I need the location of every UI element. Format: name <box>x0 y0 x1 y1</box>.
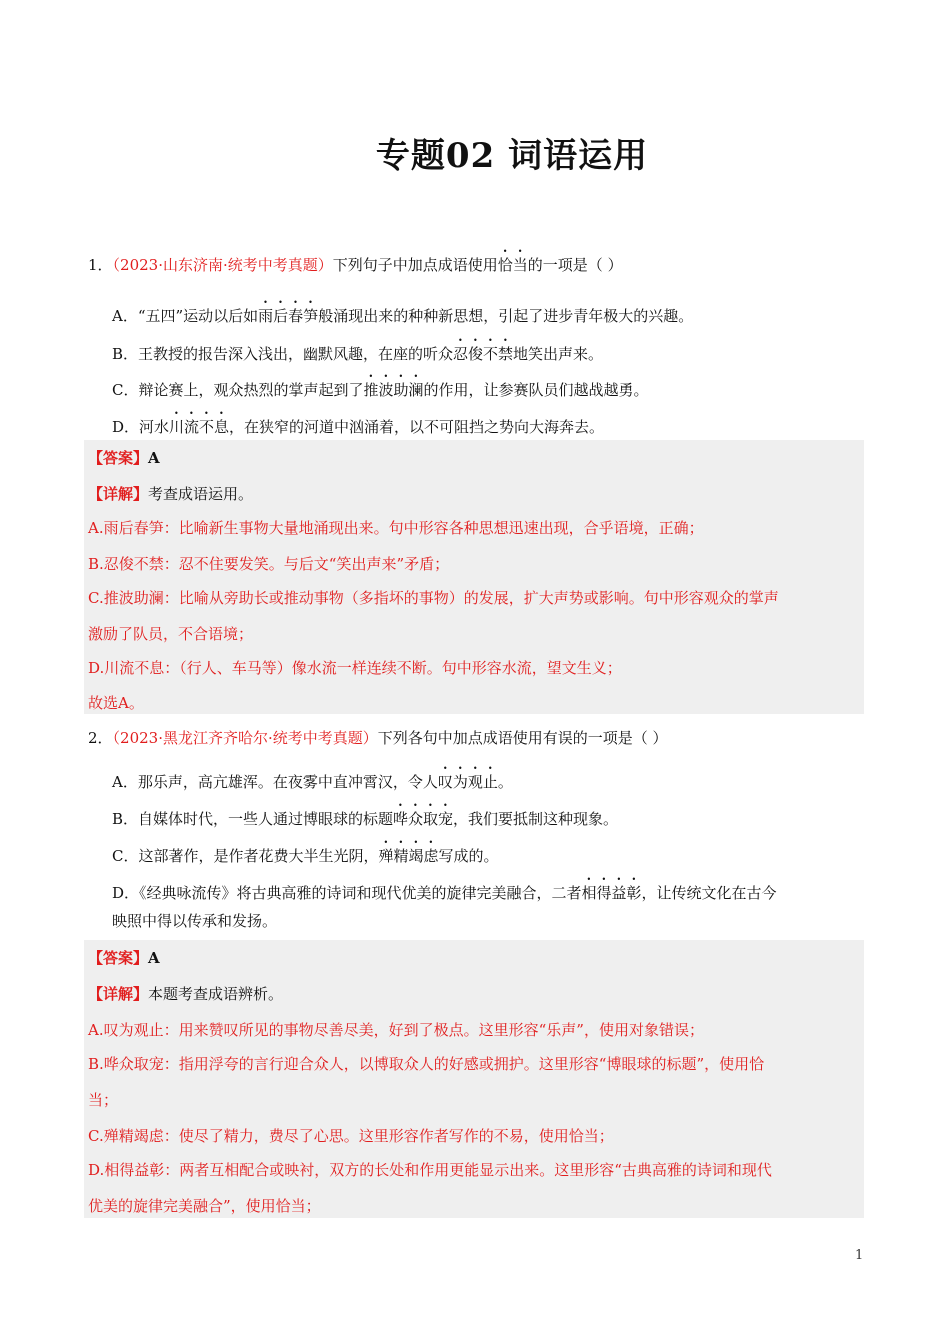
question-2-stem <box>88 728 668 748</box>
q1-option-c: C．辩论赛上，观众热烈的掌声起到了推波助澜的作用，让参赛队员们越战越勇。 <box>112 381 649 399</box>
explanation-line: B.哗众取宠：指用浮夸的言行迎合众人，以博取众人的好感或拥护。这里形容“博眼球的标题”，使用恰 <box>88 1055 765 1073</box>
detail-line: 【详解】本题考查成语辨析。 <box>88 985 284 1003</box>
explanation-line: 激励了队员，不合语境； <box>88 625 254 643</box>
q2-option-d: D．《经典咏流传》将古典高雅的诗词和现代优美的旋律完美融合，二者相得益彰，让传统文化在古今 <box>112 884 777 902</box>
stem-text-end: 的一项是（ ） <box>527 256 623 274</box>
explanation-line: 优美的旋律完美融合”，使用恰当； <box>88 1197 321 1215</box>
explanation-line: D.川流不息：（行人、车马等）像水流一样连续不断。句中形容水流，望文生义； <box>88 659 622 677</box>
emphasized-idiom: 忍俊不禁 <box>453 345 514 363</box>
emphasized-idiom: 雨后春笋 <box>258 307 319 325</box>
explanation-line: B.忍俊不禁：忍不住要发笑。与后文“笑出声来”矛盾； <box>88 555 450 573</box>
q2-answer-box <box>84 940 864 1218</box>
stem-text: 下列各句中加点成语使用有误的一项是（ ） <box>377 729 668 747</box>
question-source: （2023·黑龙江齐齐哈尔·统考中考真题） <box>112 729 378 747</box>
q1-option-a: A．“五四”运动以后如雨后春笋般涌现出来的种种新思想，引起了进步青年极大的兴趣。 <box>112 307 694 325</box>
emphasized-idiom: 叹为观止 <box>437 773 498 791</box>
emphasized-idiom: 川流不息 <box>169 418 230 436</box>
emphasized-idiom: 相得益彰 <box>581 884 642 902</box>
explanation-line: 当； <box>88 1091 119 1109</box>
emphasized-idiom: 哗众取宠 <box>393 810 454 828</box>
emphasized-word: 恰当 <box>497 256 528 274</box>
question-source: （2023·山东济南·统考中考真题） <box>112 256 333 274</box>
explanation-line: 故选A。 <box>88 694 144 712</box>
explanation-line: A.雨后春笋：比喻新生事物大量地涌现出来。句中形容各种思想迅速出现，合乎语境，正确； <box>88 519 704 537</box>
answer-line: 【答案】A <box>88 449 160 467</box>
detail-line: 【详解】考查成语运用。 <box>88 485 254 503</box>
explanation-line: C.殚精竭虑：使尽了精力，费尽了心思。这里形容作者写作的不易，使用恰当； <box>88 1127 614 1145</box>
explanation-line: C.推波助澜：比喻从旁助长或推动事物（多指坏的事物）的发展，扩大声势或影响。句中形容观众的掌声 <box>88 589 779 607</box>
question-number: 1． <box>88 256 113 274</box>
page-number: 1 <box>855 1248 864 1263</box>
explanation-line: D.相得益彰：两者互相配合或映衬，双方的长处和作用更能显示出来。这里形容“古典高雅的诗词和现代 <box>88 1161 772 1179</box>
emphasized-idiom: 推波助澜 <box>363 381 424 399</box>
q2-option-a: A．那乐声，高亢雄浑。在夜雾中直冲霄汉，令人叹为观止。 <box>112 773 513 791</box>
q2-option-c: C．这部著作，是作者花费大半生光阴，殚精竭虑写成的。 <box>112 847 499 865</box>
q1-option-b: B．王教授的报告深入浅出，幽默风趣，在座的听众忍俊不禁地笑出声来。 <box>112 345 604 363</box>
question-number: 2． <box>88 729 113 747</box>
explanation-line: A.叹为观止：用来赞叹所见的事物尽善尽美，好到了极点。这里形容“乐声”，使用对象错误； <box>88 1021 704 1039</box>
page-title: 专题02 词语运用 <box>375 136 649 176</box>
stem-text: 下列句子中加点成语使用 <box>332 256 498 274</box>
q1-answer-box <box>84 440 864 714</box>
q1-option-d: D．河水川流不息，在狭窄的河道中汹涌着，以不可阻挡之势向大海奔去。 <box>112 418 605 436</box>
q2-option-b: B．自媒体时代，一些人通过博眼球的标题哗众取宠，我们要抵制这种现象。 <box>112 810 619 828</box>
q2-option-d-continued: 映照中得以传承和发扬。 <box>112 912 278 930</box>
emphasized-idiom: 殚精竭虑 <box>378 847 439 865</box>
question-1-stem <box>88 247 623 275</box>
answer-line: 【答案】A <box>88 949 160 967</box>
